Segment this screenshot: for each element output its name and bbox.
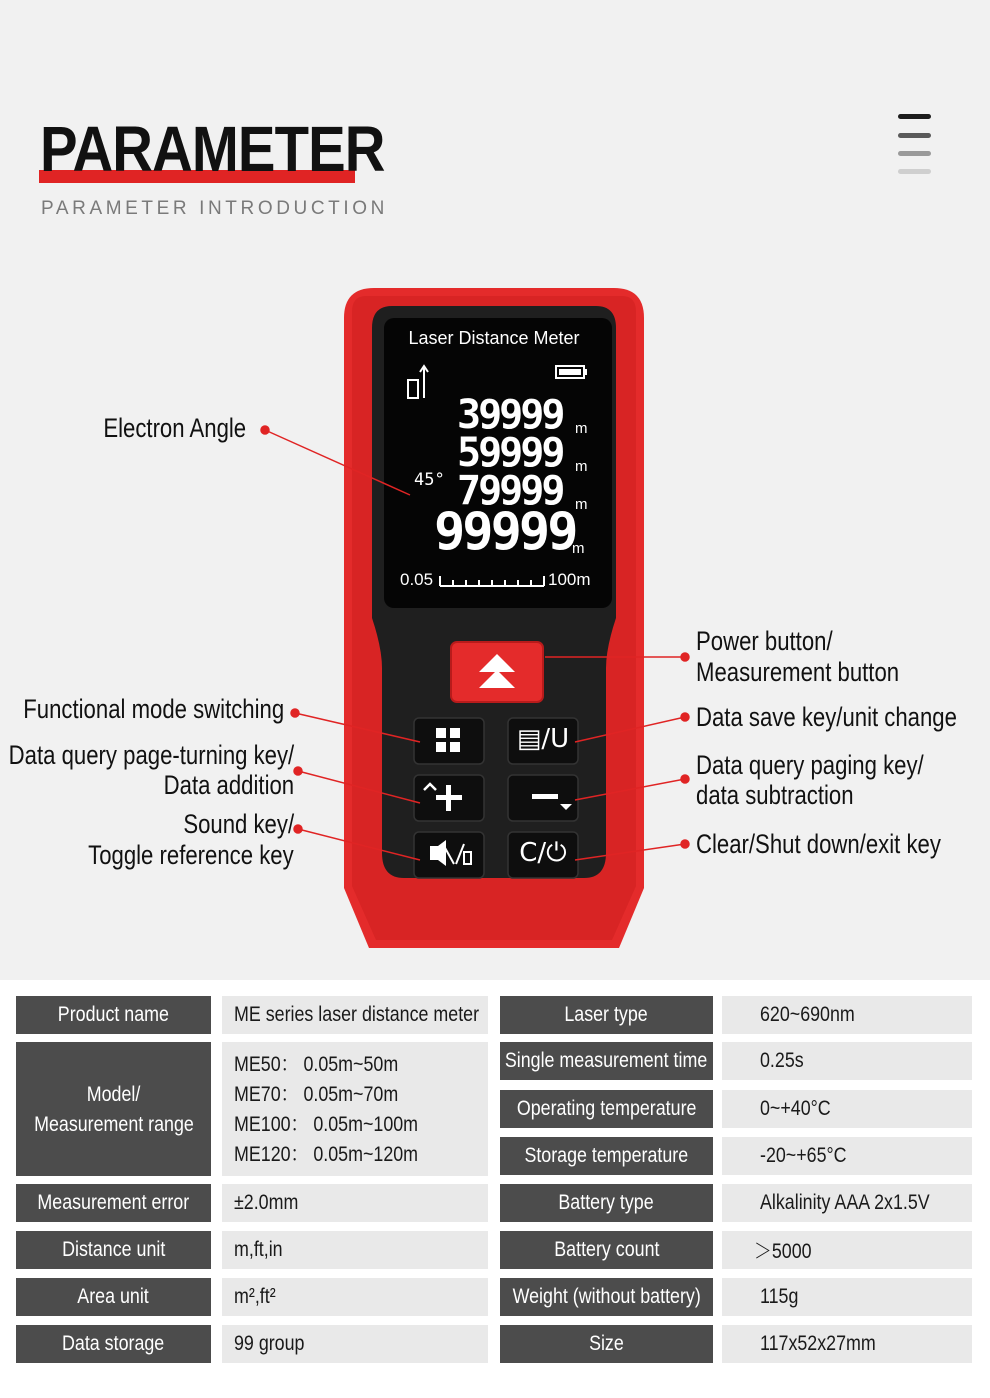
label-query-sub-2: data subtraction	[696, 780, 854, 810]
label-save-unit: Data save key/unit change	[696, 702, 957, 732]
spec-label: Storage temperature	[500, 1137, 713, 1175]
spec-label: Weight (without battery)	[500, 1278, 713, 1316]
spec-label: Distance unit	[16, 1231, 211, 1269]
spec-value: ME series laser distance meter	[222, 996, 488, 1034]
spec-value: 0~+40°C	[722, 1090, 972, 1128]
label-power-2: Measurement button	[696, 657, 900, 687]
page-title: PARAMETER	[40, 113, 385, 185]
spec-value: -20~+65°C	[722, 1137, 972, 1175]
spec-label-model: Model/ Measurement range	[16, 1042, 211, 1176]
reading-3: 79999	[457, 468, 563, 514]
save-unit-button[interactable]: ▤/U	[516, 724, 570, 754]
spec-value: ±2.0mm	[222, 1184, 488, 1222]
scale-min: 0.05	[400, 570, 434, 589]
spec-value: m,ft,in	[222, 1231, 488, 1269]
reading-2: 59999	[457, 430, 563, 476]
label-mode-switch: Functional mode switching	[23, 694, 284, 724]
reading-1: 39999	[457, 392, 563, 438]
spec-label: Data storage	[16, 1325, 211, 1363]
label-query-add-1: Data query page-turning key/	[8, 740, 294, 770]
spec-value: Alkalinity AAA 2x1.5V	[722, 1184, 972, 1222]
spec-label: Laser type	[500, 996, 713, 1034]
unit-2: m	[575, 458, 588, 475]
spec-label: Battery count	[500, 1231, 713, 1269]
clear-power-button[interactable]: C/⏻	[519, 838, 567, 868]
spec-label: Product name	[16, 996, 211, 1034]
unit-3: m	[575, 496, 588, 513]
spec-value: 620~690nm	[722, 996, 972, 1034]
reading-main: 99999	[434, 502, 576, 562]
spec-label: Battery type	[500, 1184, 713, 1222]
spec-value: 99 group	[222, 1325, 488, 1363]
label-clear: Clear/Shut down/exit key	[696, 829, 941, 859]
spec-value: m²,ft²	[222, 1278, 488, 1316]
page-subtitle: PARAMETER INTRODUCTION	[41, 198, 388, 219]
label-electron-angle: Electron Angle	[103, 413, 246, 443]
spec-value: 0.25s	[722, 1042, 972, 1080]
unit-4: m	[572, 540, 585, 557]
spec-label: Area unit	[16, 1278, 211, 1316]
label-sound-1: Sound key/	[183, 809, 294, 839]
spec-value-model: ME50： 0.05m~50m ME70： 0.05m~70m ME100： 0.05m~100m ME120： 0.05m~120m	[222, 1042, 488, 1176]
label-power-1: Power button/	[696, 626, 833, 656]
label-sound-2: Toggle reference key	[88, 840, 294, 870]
spec-value: 115g	[722, 1278, 972, 1316]
scale-max: 100m	[548, 570, 591, 589]
spec-value: 117x52x27mm	[722, 1325, 972, 1363]
spec-label: Size	[500, 1325, 713, 1363]
screen-title: Laser Distance Meter	[408, 328, 580, 348]
label-query-add-2: Data addition	[163, 770, 294, 800]
spec-label: Single measurement time	[500, 1042, 713, 1080]
label-query-sub-1: Data query paging key/	[696, 750, 924, 780]
spec-label: Measurement error	[16, 1184, 211, 1222]
spec-value: ＞5000	[722, 1231, 972, 1269]
spec-label: Operating temperature	[500, 1090, 713, 1128]
angle-readout: 45°	[414, 470, 445, 490]
unit-1: m	[575, 420, 588, 437]
